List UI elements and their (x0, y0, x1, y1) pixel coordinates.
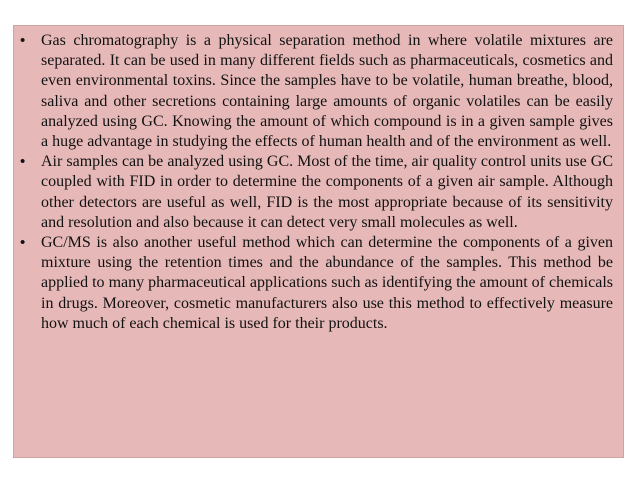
bullet-item-gc-ms (19, 233, 613, 334)
bullet-text: Air samples can be analyzed using GC. Most of the time, air quality control units use GC coupled with FID in order to determine the components of a given air sample. Although other detectors are useful as well, FID is the most appropriate because of its sensitivity and resolution and also because it can detect very small molecules as well. (41, 153, 613, 231)
bullet-icon: • (20, 153, 26, 171)
content-box (13, 25, 624, 458)
bullet-icon: • (20, 234, 26, 252)
bullet-item-air-samples (19, 152, 613, 233)
bullet-list (19, 31, 613, 334)
bullet-item-gas-chromatography (19, 31, 613, 152)
bullet-text: GC/MS is also another useful method which can determine the components of a given mixture using the retention times and the abundance of the samples. This method be applied to many pharmaceutical applications such as identifying the amount of chemicals in drugs. Moreover, cosmetic manufacturers also use this method to effectively measure how much of each chemical is used for their products. (41, 234, 613, 332)
bullet-text: Gas chromatography is a physical separation method in where volatile mixtures are separated. It can be used in many different fields such as pharmaceuticals, cosmetics and even environmental toxins. Since the samples have to be volatile, human breathe, blood, saliva and other secretions containing large amounts of organic volatiles can be easily analyzed using GC. Knowing the amount of which compound is in a given sample gives a huge advantage in studying the effects of human health and of the environment as well. (41, 32, 613, 151)
bullet-icon: • (20, 32, 26, 49)
